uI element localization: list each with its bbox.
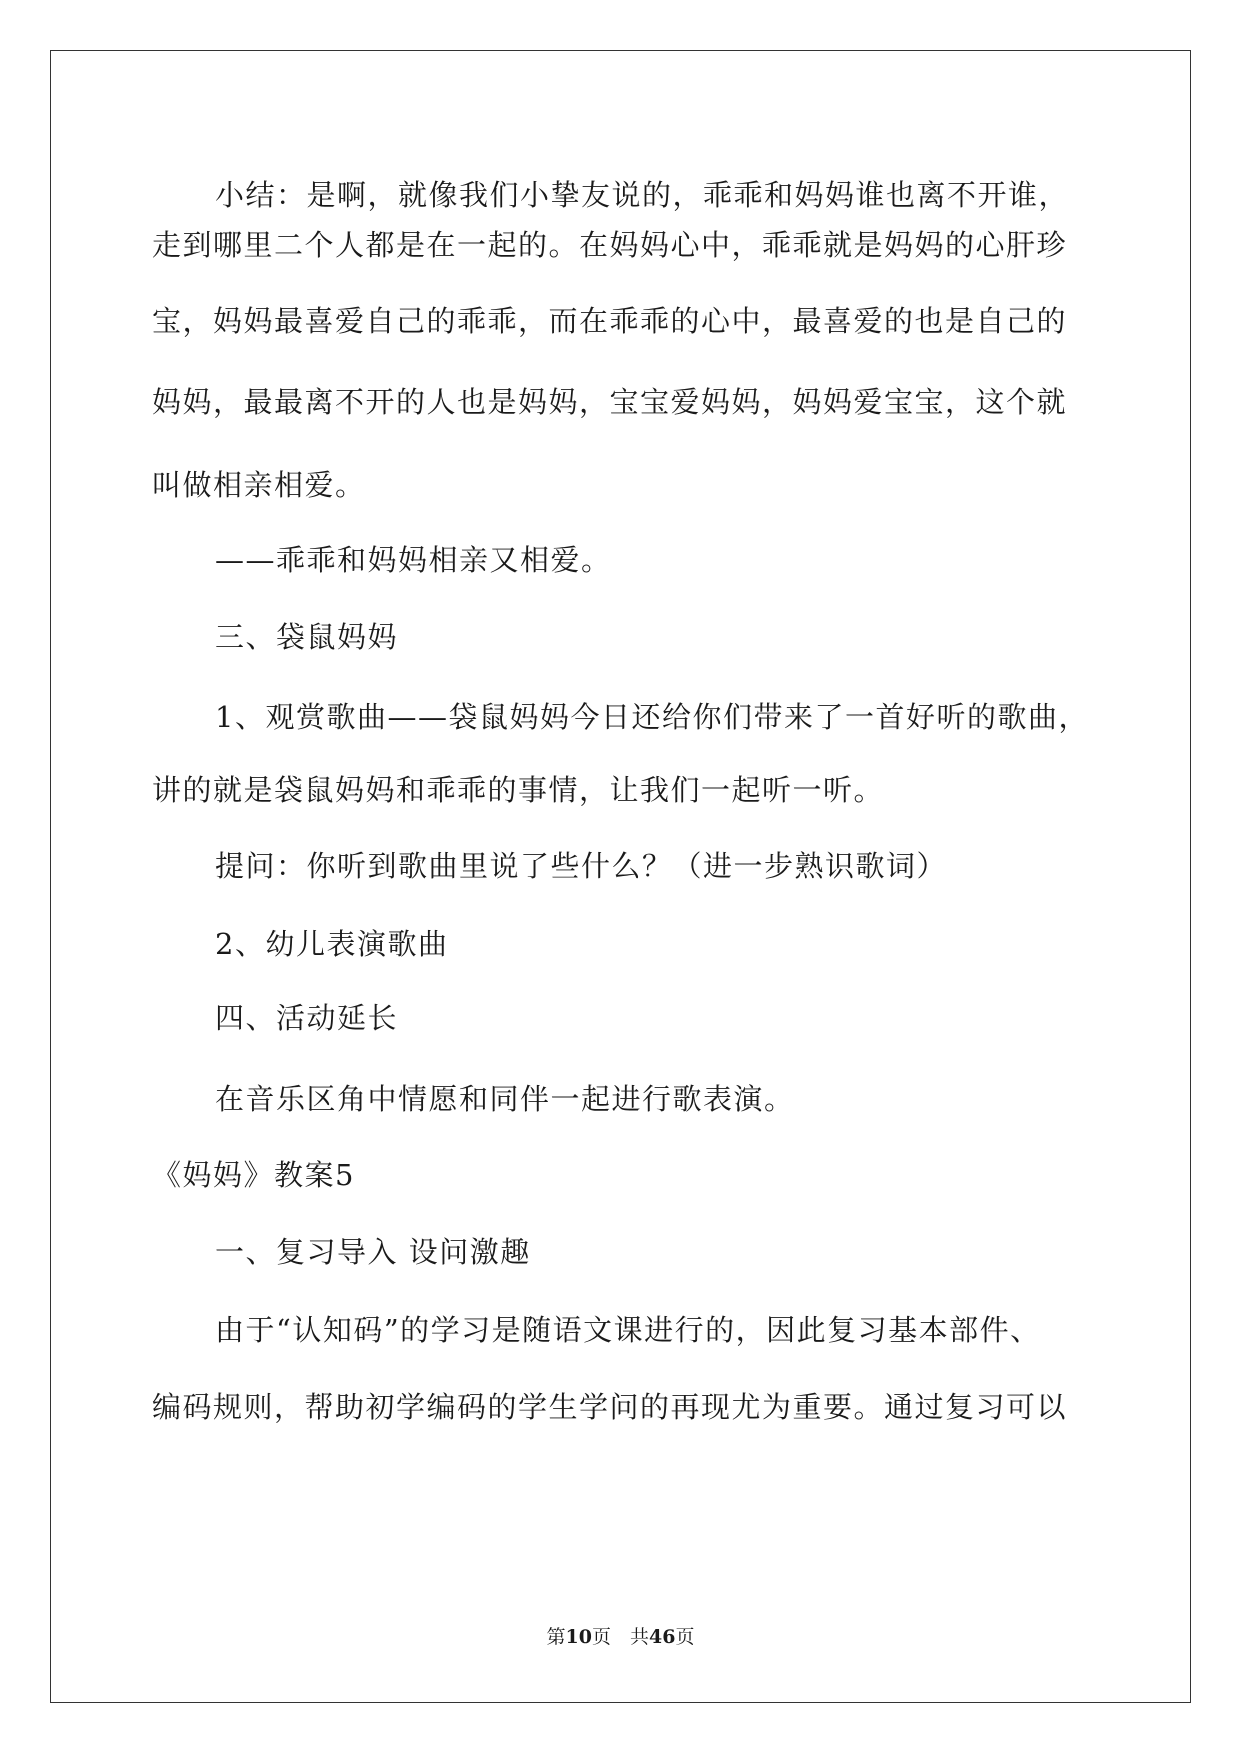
paragraph-line: 叫做相亲相爱。 (152, 468, 366, 502)
footer-page-mid: 页 共 (591, 1626, 649, 1648)
section-heading: 三、袋鼠妈妈 (215, 620, 399, 654)
section-heading: 四、活动延长 (215, 1001, 399, 1035)
footer-total-pages: 46 (649, 1626, 676, 1648)
paragraph-line: 讲的就是袋鼠妈妈和乖乖的事情，让我们一起听一听。 (152, 773, 885, 807)
section-heading: 一、复习导入 设问激趣 (215, 1235, 531, 1269)
footer-page-prefix: 第 (546, 1626, 566, 1648)
paragraph-line: 妈妈，最最离不开的人也是妈妈，宝宝爱妈妈，妈妈爱宝宝，这个就 (152, 385, 1068, 419)
paragraph-line: 提问：你听到歌曲里说了些什么？（进一步熟识歌词） (215, 849, 948, 883)
footer-current-page: 10 (565, 1626, 592, 1648)
document-title: 《妈妈》教案5 (152, 1158, 355, 1192)
paragraph-line: 宝，妈妈最喜爱自己的乖乖，而在乖乖的心中，最喜爱的也是自己的 (152, 304, 1068, 338)
paragraph-line: 走到哪里二个人都是在一起的。在妈妈心中，乖乖就是妈妈的心肝珍 (152, 228, 1068, 262)
paragraph-line: 2、幼儿表演歌曲 (215, 927, 449, 961)
footer-page-suffix: 页 (675, 1626, 695, 1648)
paragraph-line: ——乖乖和妈妈相亲又相爱。 (215, 543, 612, 577)
paragraph-line: 在音乐区角中情愿和同伴一起进行歌表演。 (215, 1082, 795, 1116)
page-footer (0, 1625, 1241, 1649)
paragraph-line: 由于“认知码”的学习是随语文课进行的，因此复习基本部件、 (215, 1313, 1041, 1347)
paragraph-line: 小结：是啊，就像我们小挚友说的，乖乖和妈妈谁也离不开谁， (215, 178, 1070, 212)
paragraph-line: 1、观赏歌曲——袋鼠妈妈今日还给你们带来了一首好听的歌曲， (215, 700, 1089, 734)
paragraph-line: 编码规则，帮助初学编码的学生学问的再现尤为重要。通过复习可以 (152, 1390, 1068, 1424)
